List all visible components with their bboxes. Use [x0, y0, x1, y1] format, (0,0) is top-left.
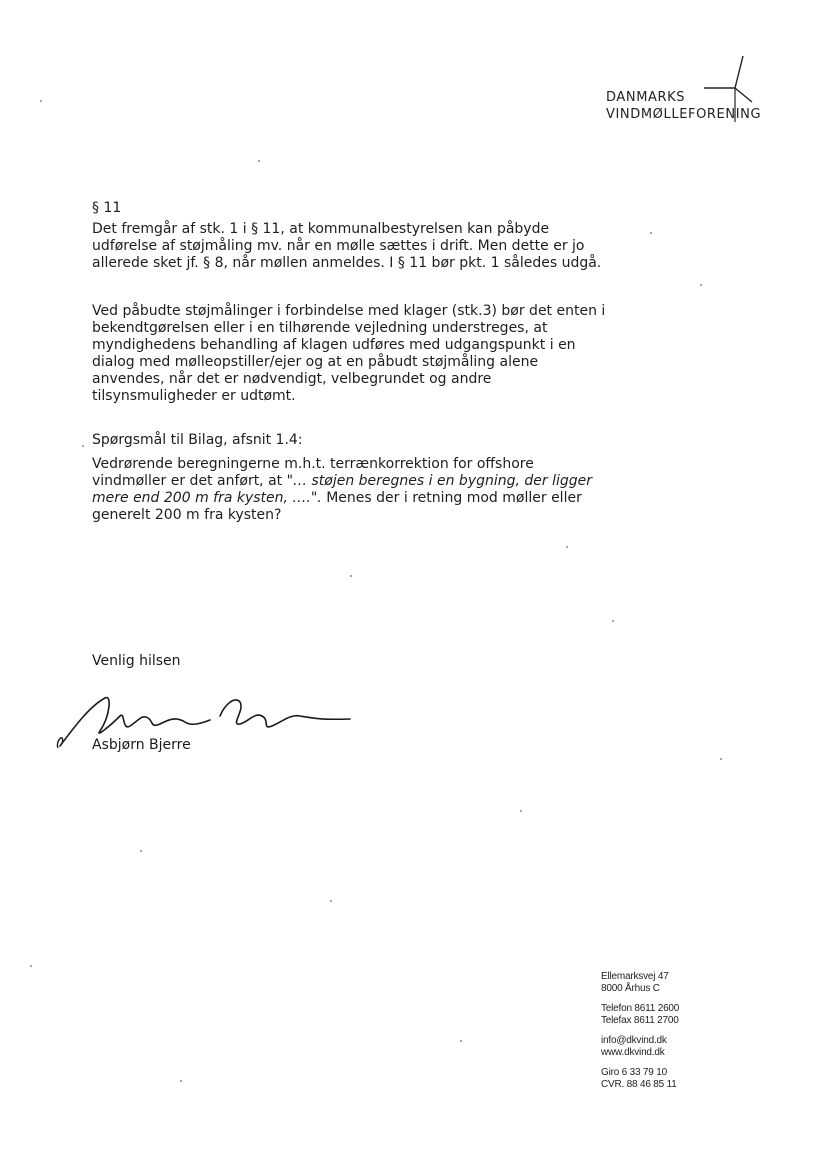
address-email: info@dkvind.dk: [601, 1035, 667, 1046]
address-block: [601, 971, 741, 1099]
scan-speck: [140, 850, 142, 852]
address-street: Ellemarksvej 47: [601, 971, 669, 982]
question-heading: Spørgsmål til Bilag, afsnit 1.4:: [92, 432, 303, 448]
scan-speck: [40, 100, 42, 102]
letterhead-line2: VINDMØLLEFORENING: [606, 107, 762, 122]
scan-speck: [460, 1040, 462, 1042]
signer-name: Asbjørn Bjerre: [92, 737, 191, 753]
paragraph-text: [92, 456, 612, 524]
wind-turbine-icon: [700, 52, 760, 122]
address-giro: Giro 6 33 79 10: [601, 1067, 667, 1078]
scan-speck: [520, 810, 522, 812]
scan-speck: [566, 546, 568, 548]
address-phone: Telefon 8611 2600: [601, 1003, 680, 1014]
address-web: www.dkvind.dk: [601, 1047, 665, 1058]
scan-speck: [350, 575, 352, 577]
paragraph-part-b: Menes der i retning mod møller eller generelt 200 m fra kysten?: [92, 490, 582, 523]
closing-greeting: Venlig hilsen: [92, 653, 181, 669]
paragraph-text: Ved påbudte støjmålinger i forbindelse med klager (stk.3) bør det enten i bekendtgørelsen eller i en tilhørende vejledning understreges, at myndighedens behandling af klagen udføres med udgangspunkt i en dialog med mølleopstiller/ejer og at en påbudt støjmåling alene anvendes, når det er nødvendigt, velbegrundet og andre tilsynsmuligheder er udtømt.: [92, 303, 606, 404]
paragraph-text: Det fremgår af stk. 1 i § 11, at kommunalbestyrelsen kan påbyde udførelse af støjmåling mv. når en mølle sættes i drift. Men dette er jo allerede sket jf. § 8, når møllen anmeldes. I § 11 bør pkt. 1 således udgå.: [92, 221, 602, 271]
address-fax: Telefax 8611 2700: [601, 1015, 679, 1026]
scan-speck: [612, 620, 614, 622]
address-cvr: CVR. 88 46 85 11: [601, 1079, 677, 1090]
scan-speck: [720, 758, 722, 760]
question-paragraph: [92, 456, 612, 524]
scan-speck: [700, 284, 702, 286]
paragraph-part-a: Vedrørende beregningerne m.h.t. terrænkorrektion for offshore vindmøller er det anført, at: [92, 456, 534, 489]
address-city: 8000 Århus C: [601, 983, 660, 994]
section-paragraph-2: [92, 303, 612, 405]
scan-speck: [82, 445, 84, 447]
scan-speck: [180, 1080, 182, 1082]
scan-speck: [650, 232, 652, 234]
scan-speck: [258, 160, 260, 162]
section-paragraph-1: [92, 221, 612, 272]
section-heading: § 11: [92, 200, 122, 216]
scan-speck: [330, 900, 332, 902]
scan-speck: [30, 965, 32, 967]
quoted-text: "… støjen beregnes i en bygning, der ligger mere end 200 m fra kysten, ….".: [92, 473, 593, 506]
letterhead-line1: DANMARKS: [606, 90, 686, 105]
